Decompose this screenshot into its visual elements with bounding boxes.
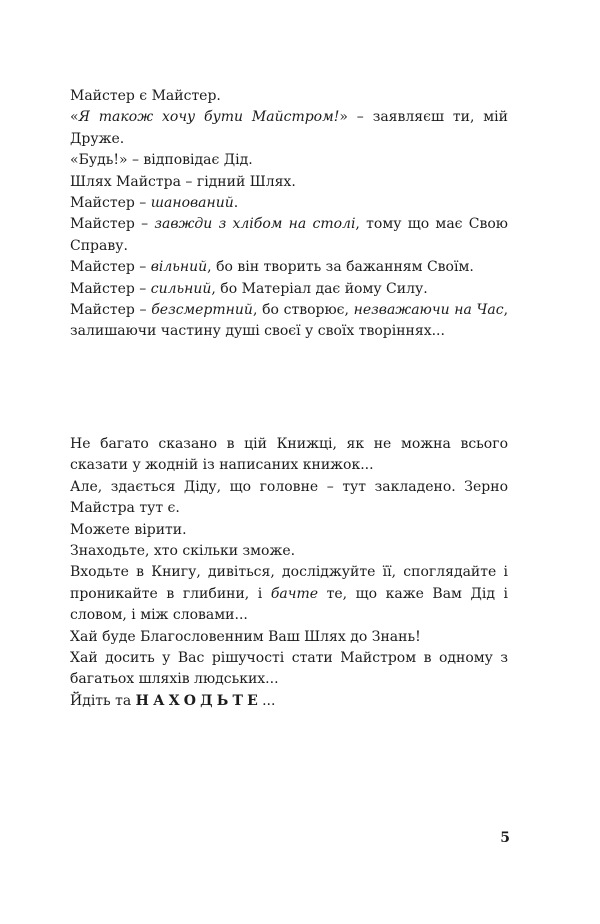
paragraph xyxy=(70,691,508,712)
paragraph xyxy=(70,300,508,343)
text-run: , бо Матеріал дає йому Силу. xyxy=(211,280,428,297)
text-run: Але, здається Діду, що головне – тут закладено. Зерно Майстра тут є. xyxy=(70,478,508,517)
paragraph xyxy=(70,648,508,691)
italic-text: Я також хочу бути Майстром! xyxy=(78,109,340,126)
text-run: » – заявляєш ти, мій Друже. xyxy=(70,109,508,147)
italic-text: безсмертний xyxy=(151,302,253,319)
text-block-master xyxy=(70,86,508,343)
text-block-book xyxy=(70,434,508,712)
paragraph xyxy=(70,434,508,477)
text-run: Хай досить у Вас рішучості стати Майстром в одному з багатьох шляхів людських... xyxy=(70,650,508,688)
text-run: Майстер – xyxy=(70,259,151,276)
italic-text: завжди з хлібом на столі xyxy=(154,216,356,233)
paragraph xyxy=(70,541,508,562)
text-run: Шлях Майстра – гідний Шлях. xyxy=(70,173,296,190)
text-run: ... xyxy=(262,692,276,709)
text-run: , залишаючи частину душі своєї у своїх творіннях... xyxy=(70,302,509,340)
paragraph xyxy=(70,627,508,648)
text-run: Майстер – xyxy=(70,302,152,319)
text-run: Не багато сказано в цій Книжці, як не можна всього сказати у жодній із написаних книжок... xyxy=(70,436,508,474)
italic-text: сильний xyxy=(150,280,212,297)
italic-text: бачте xyxy=(270,585,319,602)
text-run: , тому що має Свою Справу. xyxy=(70,216,508,254)
text-run: Майстер – xyxy=(70,216,155,233)
paragraph xyxy=(70,214,508,257)
text-run: Майстер є Майстер. xyxy=(70,88,221,104)
paragraph xyxy=(70,520,508,541)
paragraph xyxy=(70,172,508,193)
page-number: 5 xyxy=(500,830,510,846)
paragraph xyxy=(70,562,508,626)
italic-text: вільний xyxy=(150,259,208,276)
paragraph xyxy=(70,107,508,150)
spaced-text: НАХОДЬТЕ xyxy=(135,692,263,709)
text-run: Йдіть та xyxy=(70,692,136,709)
paragraph xyxy=(70,279,508,300)
paragraph xyxy=(70,86,508,107)
paragraph xyxy=(70,193,508,214)
text-run: Хай буде Благословенним Ваш Шлях до Знань! xyxy=(70,628,421,645)
italic-text: незважаючи на Час xyxy=(353,302,504,319)
text-run: Майстер – xyxy=(70,280,151,297)
text-run: . xyxy=(233,195,239,212)
paragraph xyxy=(70,150,508,171)
text-run: те, що каже Вам Дід і словом, і між словами... xyxy=(70,585,508,624)
text-run: , бо він творить за бажанням Своїм. xyxy=(207,259,474,276)
text-run: «Будь!» – відповідає Дід. xyxy=(70,152,253,169)
text-run: Знаходьте, хто скільки зможе. xyxy=(70,543,296,560)
text-run: , бо створює, xyxy=(252,302,354,319)
text-run: « xyxy=(70,109,79,126)
text-run: Можете вірити. xyxy=(70,521,187,538)
text-run: Входьте в Книгу, дивіться, досліджуйте її, споглядайте і проникайте в глибини, і xyxy=(70,564,508,602)
paragraph xyxy=(70,477,508,520)
text-run: Майстер – xyxy=(70,195,151,212)
italic-text: шанований xyxy=(150,195,234,212)
paragraph xyxy=(70,257,508,278)
